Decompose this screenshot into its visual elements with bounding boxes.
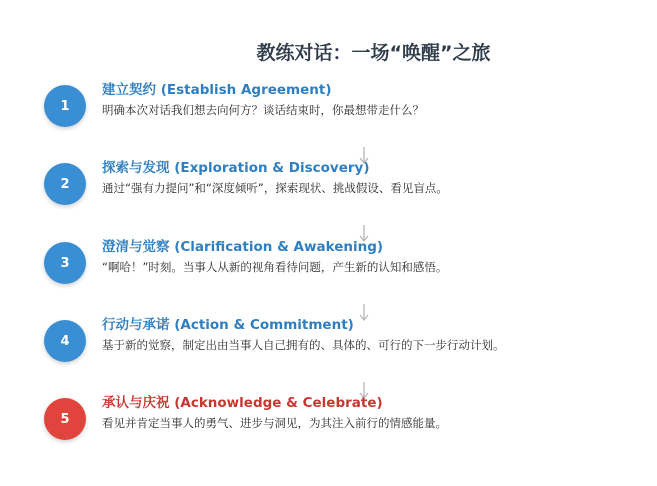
step-1-description: 明确本次对话我们想去向何方？谈话结束时，你最想带走什么？ (102, 103, 424, 117)
step-4-title: 行动与承诺 (Action & Commitment) (102, 317, 354, 333)
step-2-description: 通过“强有力提问”和“深度倾听”，探索现状、挑战假设、看见盲点。 (102, 181, 448, 195)
step-1-number-circle: 1 (44, 85, 86, 127)
step-5-title: 承认与庆祝 (Acknowledge & Celebrate) (102, 395, 383, 411)
step-3-title: 澄清与觉察 (Clarification & Awakening) (102, 239, 384, 255)
step-1 (44, 82, 644, 129)
step-5-description: 看见并肯定当事人的勇气、进步与洞见，为其注入前行的情感能量。 (102, 416, 447, 430)
step-4 (44, 317, 644, 364)
step-4-number-circle: 4 (44, 320, 86, 362)
step-5-number-circle: 5 (44, 398, 86, 440)
step-2-title: 探索与发现 (Exploration & Discovery) (102, 160, 370, 176)
step-2 (44, 160, 644, 207)
step-3 (44, 239, 644, 286)
step-3-number-circle: 3 (44, 242, 86, 284)
diagram-title: 教练对话：一场“唤醒”之旅 (256, 42, 491, 64)
step-4-description: 基于新的觉察，制定出由当事人自己拥有的、具体的、可行的下一步行动计划。 (102, 338, 505, 352)
step-2-number-circle: 2 (44, 163, 86, 205)
step-5 (44, 395, 644, 442)
step-1-title: 建立契约 (Establish Agreement) (102, 82, 332, 98)
step-3-description: “啊哈！”时刻。当事人从新的视角看待问题，产生新的认知和感悟。 (102, 260, 448, 274)
